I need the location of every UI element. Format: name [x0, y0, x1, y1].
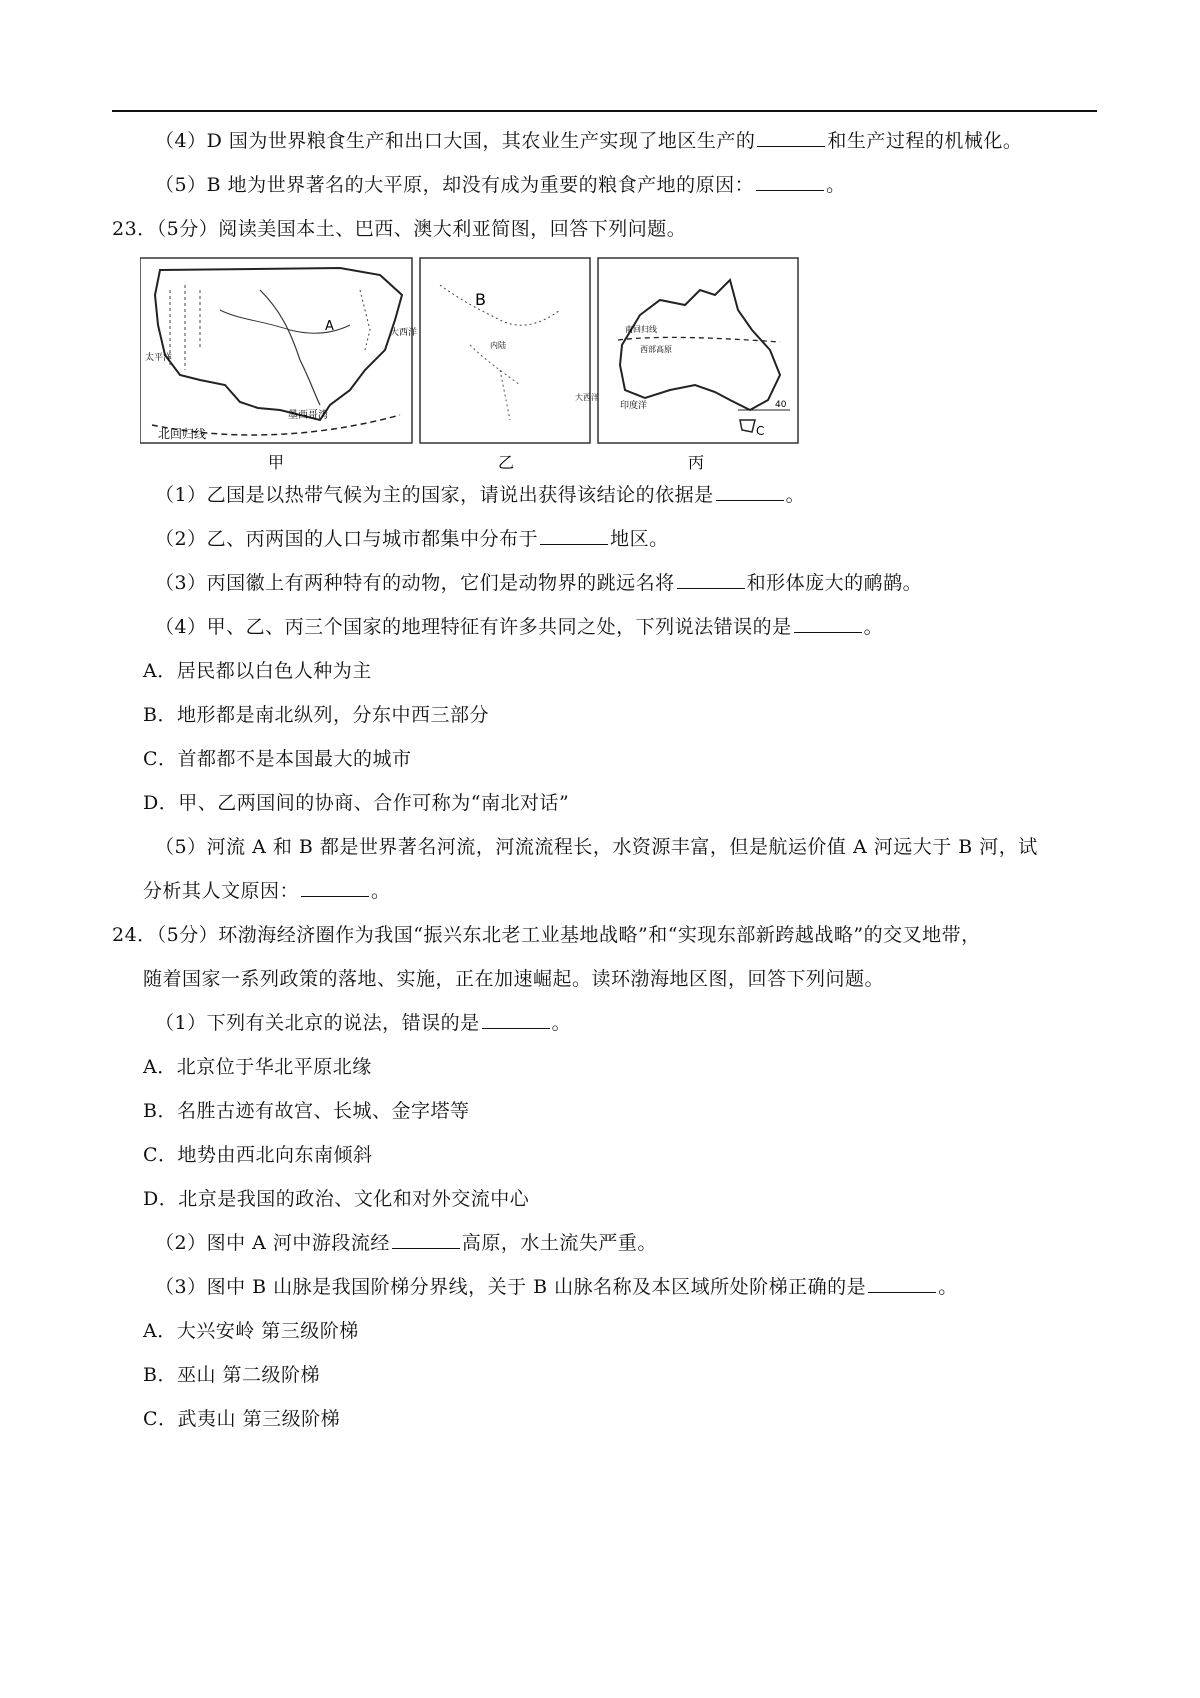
map-label: 南回归线	[625, 325, 657, 334]
answer-blank[interactable]	[868, 1274, 936, 1293]
q24-part1-tail: 。	[551, 1012, 572, 1034]
map-svg	[140, 250, 880, 500]
answer-blank[interactable]	[392, 1230, 460, 1249]
answer-blank[interactable]	[757, 128, 825, 147]
q23-part4-tail: 。	[863, 616, 884, 638]
q23-option-d[interactable]: D．甲、乙两国间的协商、合作可称为“南北对话”	[143, 792, 570, 814]
map-label: 西部高原	[640, 345, 672, 354]
q24-part2	[155, 1230, 657, 1256]
q24-part1-option-c[interactable]: C．地势由西北向东南倾斜	[143, 1144, 373, 1166]
map-jia	[140, 258, 417, 443]
q23-option-b[interactable]: B．地形都是南北纵列，分东中西三部分	[143, 704, 489, 726]
map-bing	[598, 258, 798, 443]
q22-part4-tail: 和生产过程的机械化。	[827, 130, 1023, 152]
q24-part3-text: （3）图中 B 山脉是我国阶梯分界线，关于 B 山脉名称及本区域所处阶梯正确的是	[155, 1276, 867, 1298]
answer-blank[interactable]	[794, 614, 862, 633]
q24-part3-option-b[interactable]: B．巫山 第二级阶梯	[143, 1364, 321, 1386]
q23-part5-line2	[143, 878, 391, 904]
q24-part1-option-a[interactable]: A．北京位于华北平原北缘	[143, 1056, 372, 1078]
q23-stem: 23．（5分）阅读美国本土、巴西、澳大利亚简图，回答下列问题。	[112, 218, 687, 240]
answer-blank[interactable]	[540, 526, 608, 545]
answer-blank[interactable]	[677, 570, 745, 589]
q24-stem: 24．（5分）环渤海经济圈作为我国“振兴东北老工业基地战略”和“实现东部新跨越战略”的交叉地带，	[112, 924, 981, 946]
map-caption: 甲	[268, 453, 285, 472]
q23-part4-text: （4）甲、乙、丙三个国家的地理特征有许多共同之处，下列说法错误的是	[155, 616, 792, 638]
q23-part1	[155, 482, 805, 508]
q24-part3-option-c[interactable]: C．武夷山 第三级阶梯	[143, 1408, 341, 1430]
q23-part1-text: （1）乙国是以热带气候为主的国家，请说出获得该结论的依据是	[155, 484, 714, 506]
q22-part5-text: （5）B 地为世界著名的大平原，却没有成为重要的粮食产地的原因：	[155, 174, 755, 196]
map-label: 40	[775, 400, 787, 410]
map-caption: 乙	[498, 453, 515, 472]
q23-part2-tail: 地区。	[610, 528, 669, 550]
answer-blank[interactable]	[716, 482, 784, 501]
q24-part1-option-b[interactable]: B．名胜古迹有故宫、长城、金字塔等	[143, 1100, 470, 1122]
answer-blank[interactable]	[482, 1010, 550, 1029]
map-caption: 丙	[688, 453, 705, 472]
q24-stem-cont: 随着国家一系列政策的落地、实施，正在加速崛起。读环渤海地区图，回答下列问题。	[143, 968, 885, 990]
q24-part3	[155, 1274, 958, 1300]
q24-part3-tail: 。	[938, 1276, 958, 1298]
q22-part4	[155, 128, 1022, 154]
map-label: 太平洋	[145, 353, 173, 363]
map-label: 北回归线	[158, 427, 207, 441]
q23-part1-tail: 。	[785, 484, 806, 506]
q23-part3	[155, 570, 922, 596]
map-label: A	[325, 319, 334, 334]
q23-part3-tail: 和形体庞大的鸸鹋。	[746, 572, 923, 594]
q23-option-c[interactable]: C．首都都不是本国最大的城市	[143, 748, 412, 770]
map-label: B	[475, 290, 486, 309]
q23-part2-text: （2）乙、丙两国的人口与城市都集中分布于	[155, 528, 539, 550]
q23-part3-text: （3）丙国徽上有两种特有的动物，它们是动物界的跳远名将	[155, 572, 675, 594]
q23-part4	[155, 614, 883, 640]
q24-part2-tail: 高原，水土流失严重。	[461, 1232, 657, 1254]
map-label: 墨西哥湾	[288, 410, 328, 421]
q24-part1	[155, 1010, 571, 1036]
map-yi	[420, 258, 599, 443]
q24-part1-text: （1）下列有关北京的说法，错误的是	[155, 1012, 480, 1034]
map-label: C	[756, 424, 765, 438]
map-label: 内陆	[490, 341, 506, 350]
header-rule	[112, 110, 1097, 112]
q24-part3-option-a[interactable]: A．大兴安岭 第三级阶梯	[143, 1320, 359, 1342]
q22-part5	[155, 172, 846, 198]
answer-blank[interactable]	[756, 172, 824, 191]
q22-part4-text: （4）D 国为世界粮食生产和出口大国，其农业生产实现了地区生产的	[155, 130, 756, 152]
q23-part5-text2: 分析其人文原因：	[143, 880, 300, 902]
q22-part5-tail: 。	[826, 174, 846, 196]
q23-part2	[155, 526, 669, 552]
q23-map-figure	[140, 250, 880, 500]
q23-option-a[interactable]: A．居民都以白色人种为主	[143, 660, 372, 682]
map-label: 印度洋	[620, 401, 648, 411]
answer-blank[interactable]	[301, 878, 369, 897]
map-label: 大西洋	[575, 393, 599, 402]
q24-part1-option-d[interactable]: D．北京是我国的政治、文化和对外交流中心	[143, 1188, 530, 1210]
q24-part2-text: （2）图中 A 河中游段流经	[155, 1232, 390, 1254]
map-label: 大西洋	[390, 328, 418, 338]
q23-part5-text: （5）河流 A 和 B 都是世界著名河流，河流流程长，水资源丰富，但是航运价值 A 河远大于 B 河，试	[155, 836, 1038, 858]
q23-part5-tail: 。	[371, 880, 391, 902]
